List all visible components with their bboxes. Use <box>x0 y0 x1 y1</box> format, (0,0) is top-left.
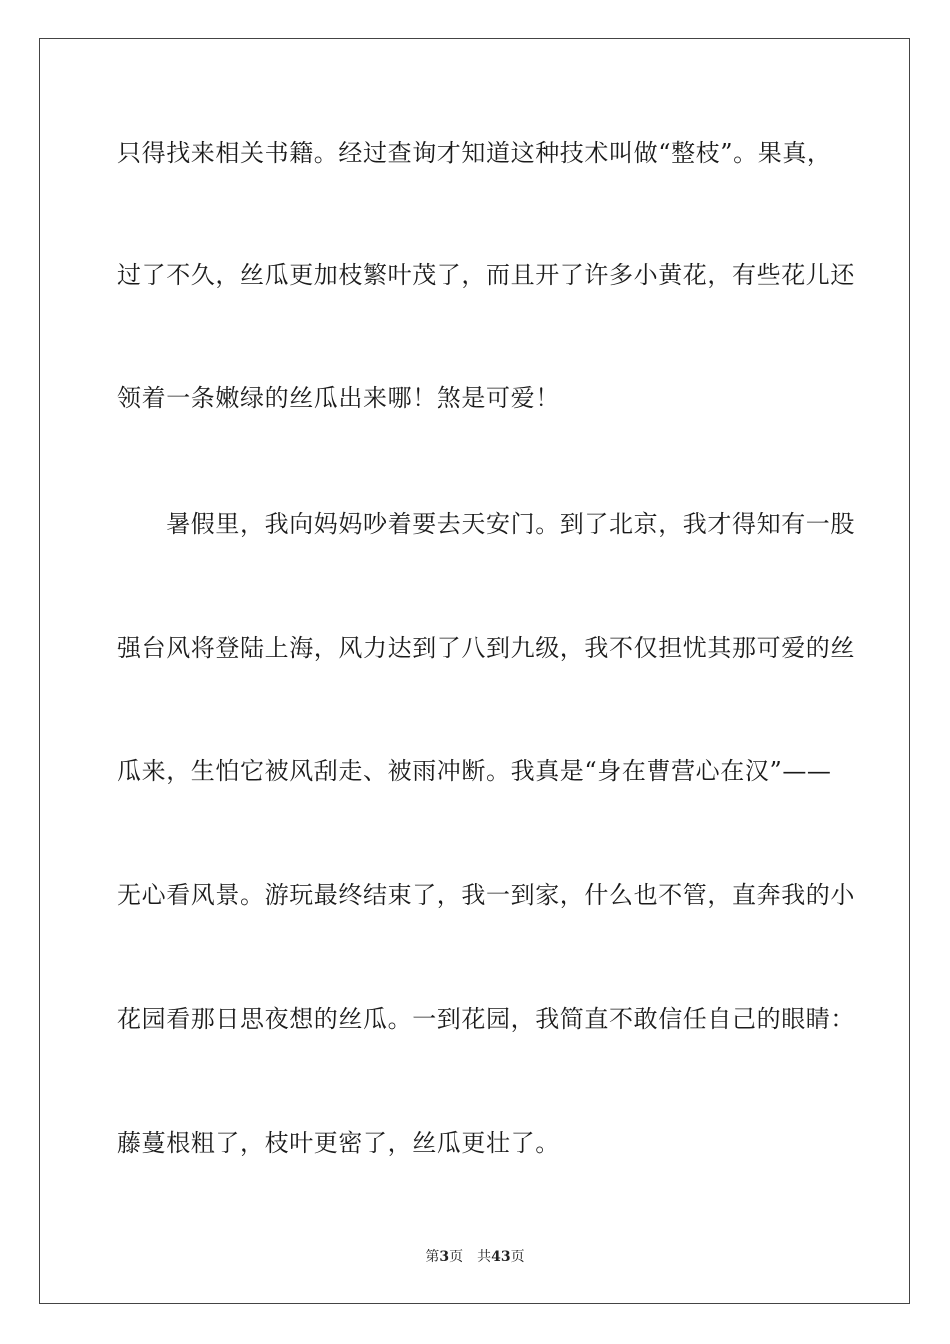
text-line-3: 领着一条嫩绿的丝瓜出来哪！煞是可爱！ <box>117 384 560 412</box>
page-border <box>39 38 910 1304</box>
total-pages: 43 <box>491 1249 511 1265</box>
page-suffix: 页 <box>449 1249 464 1265</box>
total-prefix: 共 <box>477 1249 492 1265</box>
text-line-5: 强台风将登陆上海，风力达到了八到九级，我不仅担忧其那可爱的丝 <box>117 634 855 662</box>
text-line-8: 花园看那日思夜想的丝瓜。一到花园，我简直不敢信任自己的眼睛： <box>117 1005 855 1033</box>
total-suffix: 页 <box>510 1249 525 1265</box>
text-line-9: 藤蔓根粗了，枝叶更密了，丝瓜更壮了。 <box>117 1129 560 1157</box>
text-line-4: 暑假里，我向妈妈吵着要去天安门。到了北京，我才得知有一股 <box>117 510 855 538</box>
text-line-6: 瓜来，生怕它被风刮走、被雨冲断。我真是“身在曹营心在汉”—— <box>117 757 832 785</box>
page-footer <box>0 1248 950 1266</box>
text-line-1: 只得找来相关书籍。经过查询才知道这种技术叫做“整枝”。果真， <box>117 139 832 167</box>
page-prefix: 第 <box>425 1249 440 1265</box>
page-number: 3 <box>439 1249 450 1265</box>
text-line-2: 过了不久，丝瓜更加枝繁叶茂了，而且开了许多小黄花，有些花儿还 <box>117 261 855 289</box>
text-line-7: 无心看风景。游玩最终结束了，我一到家，什么也不管，直奔我的小 <box>117 881 855 909</box>
